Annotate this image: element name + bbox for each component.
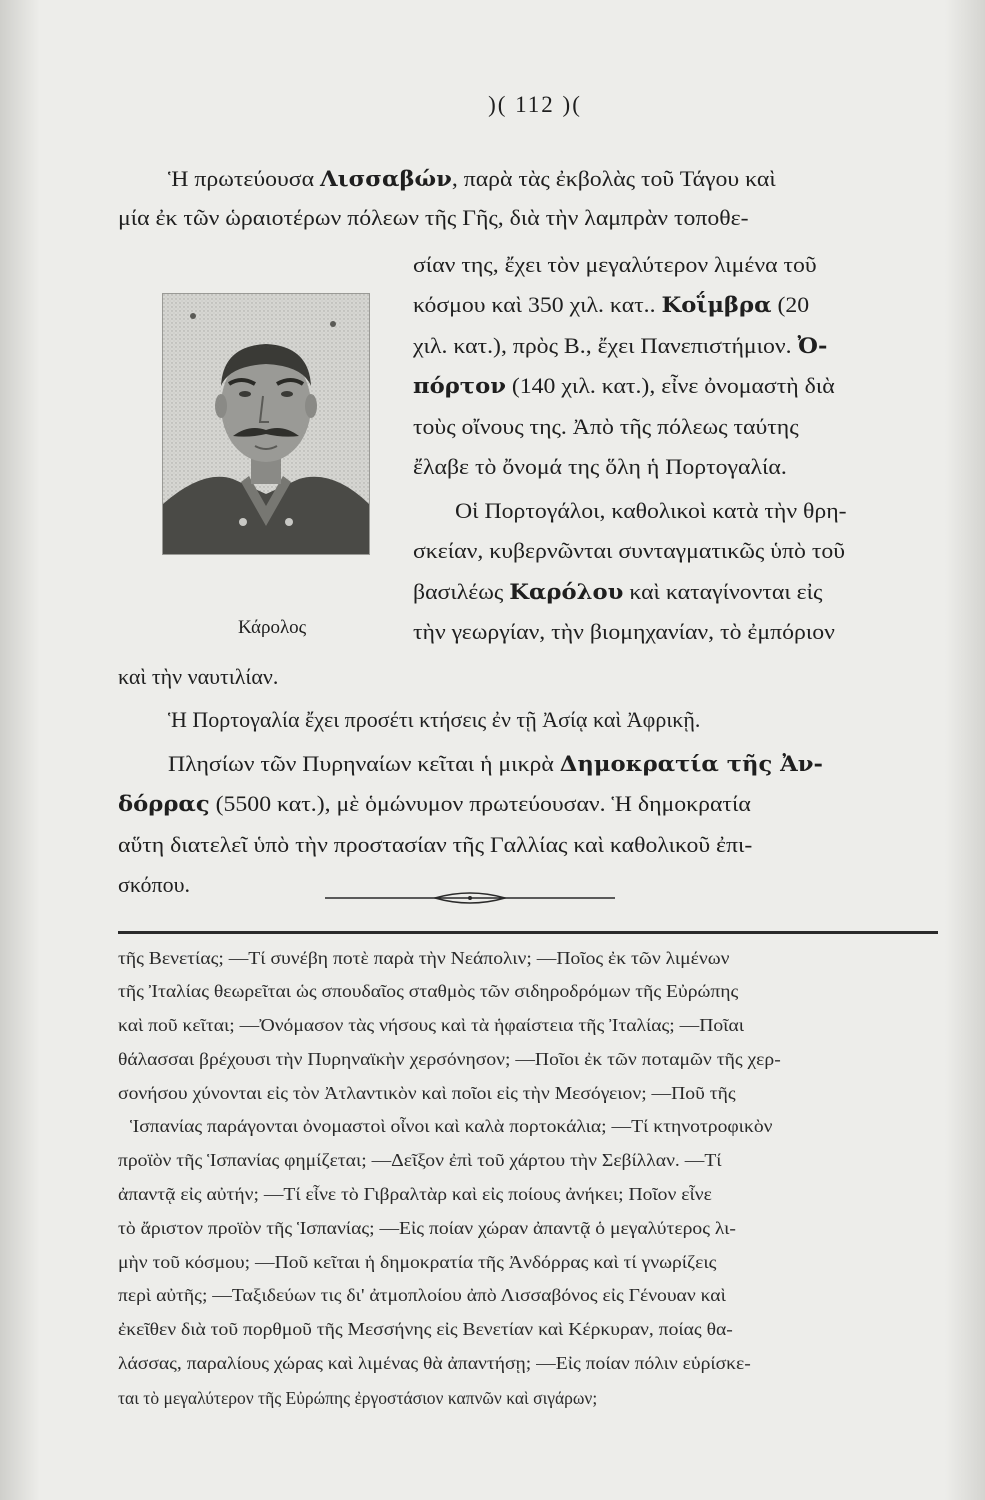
bold-place-name: Λισσαβών xyxy=(319,166,452,191)
footnote-line: τῆς Βενετίας; —Τί συνέβη ποτὲ παρὰ τὴν Νεάπολιν; —Ποῖος ἐκ τῶν λιμένων xyxy=(118,948,730,968)
main-text-line xyxy=(413,290,809,320)
portrait-caption: Κάρολος xyxy=(238,617,307,638)
left-page-shadow xyxy=(0,0,40,1500)
text-run: τὴν γεωργίαν, τὴν βιομηχανίαν, τὸ ἐμπόριον xyxy=(413,619,835,644)
footnote-line: προϊὸν τῆς Ἱσπανίας φημίζεται; —Δεῖξον ἐπὶ τοῦ χάρτου τὴν Σεβίλλαν. —Τί xyxy=(118,1150,722,1170)
text-run: (140 χιλ. κατ.), εἶνε ὀνομαστὴ διὰ xyxy=(505,373,835,398)
portrait-figure xyxy=(163,294,369,554)
text-run: σίαν της, ἔχει τὸν μεγαλύτερον λιμένα τοῦ xyxy=(413,252,817,277)
main-text-line xyxy=(168,749,823,779)
bold-place-name: Κοΐμβρα xyxy=(661,292,772,317)
footnote-line: λάσσας, παραλίους χώρας καὶ λιμένας θὰ ἀπαντήσῃ; —Εἰς ποίαν πόλιν εὑρίσκε- xyxy=(118,1353,751,1373)
main-text-line xyxy=(413,250,817,280)
main-text-line xyxy=(455,496,847,526)
main-text-line xyxy=(413,536,845,566)
main-text-line xyxy=(118,870,190,900)
text-run: αὕτη διατελεῖ ὑπὸ τὴν προστασίαν τῆς Γαλλίας καὶ καθολικοῦ ἐπι- xyxy=(118,832,753,857)
footnote-line: καὶ ποῦ κεῖται; —Ὀνόμασον τὰς νήσους καὶ τὰ ἡφαίστεια τῆς Ἰταλίας; —Ποῖαι xyxy=(118,1015,745,1035)
bold-place-name: Ὀ- xyxy=(797,333,828,358)
footnote-line: ἀπαντᾷ εἰς αὐτήν; —Τί εἶνε τὸ Γιβραλτὰρ καὶ εἰς ποίους ἀνήκει; Ποῖον εἶνε xyxy=(118,1184,712,1204)
bold-place-name: πόρτον xyxy=(413,373,506,398)
footnote-line: ἐκεῖθεν διὰ τοῦ πορθμοῦ τῆς Μεσσήνης εἰς Βενετίαν καὶ Κέρκυραν, ποίας θα- xyxy=(118,1319,733,1339)
portrait-engraving xyxy=(162,293,370,555)
text-run: ἔλαβε τὸ ὄνομά της ὅλη ἡ Πορτογαλία. xyxy=(413,454,787,479)
bold-place-name: δόρρας xyxy=(118,791,210,816)
bold-place-name: Δημοκρατία τῆς Ἀν- xyxy=(559,751,823,776)
text-run: Πλησίων τῶν Πυρηναίων κεῖται ἡ μικρὰ xyxy=(168,751,560,776)
main-text-line xyxy=(118,789,751,819)
text-run: , παρὰ τὰς ἐκβολὰς τοῦ Τάγου καὶ xyxy=(451,166,776,191)
text-run: μία ἐκ τῶν ὡραιοτέρων πόλεων τῆς Γῆς, διὰ τὴν λαμπρὰν τοποθε- xyxy=(118,205,749,230)
main-text-line xyxy=(413,371,835,401)
text-run: (5500 κατ.), μὲ ὁμώνυμον πρωτεύουσαν. Ἡ δημοκρατία xyxy=(209,791,751,816)
main-text-line xyxy=(118,203,749,233)
right-page-shadow xyxy=(945,0,985,1500)
footnote-line: ται τὸ μεγαλύτερον τῆς Εὐρώπης ἐργοστάσιον καπνῶν καὶ σιγάρων; xyxy=(118,1388,598,1408)
text-run: χιλ. κατ.), πρὸς Β., ἔχει Πανεπιστήμιον. xyxy=(413,333,798,358)
text-run: (20 xyxy=(771,292,810,317)
section-divider-ornament xyxy=(325,886,615,910)
main-text-line xyxy=(413,412,799,442)
main-text-line xyxy=(118,662,278,692)
main-text-line xyxy=(168,705,700,735)
footnote-divider-rule xyxy=(118,931,938,934)
footnote-line: σονήσου χύνονται εἰς τὸν Ἀτλαντικὸν καὶ ποῖοι εἰς τὴν Μεσόγειον; —Ποῦ τῆς xyxy=(118,1083,736,1103)
main-text-line xyxy=(118,830,752,860)
main-text-line xyxy=(413,617,835,647)
main-text-line xyxy=(413,452,787,482)
bold-place-name: Καρόλου xyxy=(509,579,624,604)
text-run: Ἡ Πορτογαλία ἔχει προσέτι κτήσεις ἐν τῇ Ἀσίᾳ καὶ Ἀφρικῇ. xyxy=(168,707,701,732)
text-run: Ἡ πρωτεύουσα xyxy=(168,166,320,191)
text-run: καὶ καταγίνονται εἰς xyxy=(623,579,823,604)
text-run: σκόπου. xyxy=(118,872,190,897)
footnote-line: μὴν τοῦ κόσμου; —Ποῦ κεῖται ἡ δημοκρατία τῆς Ἀνδόρρας καὶ τί γνωρίζεις xyxy=(118,1252,717,1272)
footnote-line: τὸ ἄριστον προϊὸν τῆς Ἱσπανίας; —Εἰς ποίαν χώραν ἀπαντᾷ ὁ μεγαλύτερος λι- xyxy=(118,1218,736,1238)
footnote-line: περὶ αὐτῆς; —Ταξιδεύων τις δι' ἀτμοπλοίου ἀπὸ Λισσαβόνος εἰς Γένουαν καὶ xyxy=(118,1285,726,1305)
page-number: )( 112 )( xyxy=(488,92,582,117)
footnote-line: τῆς Ἰταλίας θεωρεῖται ὡς σπουδαῖος σταθμὸς τῶν σιδηροδρόμων τῆς Εὐρώπης xyxy=(118,981,739,1001)
main-text-line xyxy=(413,577,822,607)
text-run: κόσμου καὶ 350 χιλ. κατ.. xyxy=(413,292,662,317)
footnote-line: Ἱσπανίας παράγονται ὀνομαστοὶ οἶνοι καὶ καλὰ πορτοκάλια; —Τί κτηνοτροφικὸν xyxy=(130,1116,773,1136)
main-text-line xyxy=(168,164,776,194)
text-run: Οἱ Πορτογάλοι, καθολικοὶ κατὰ τὴν θρη- xyxy=(455,498,847,523)
text-run: σκείαν, κυβερνῶνται συνταγματικῶς ὑπὸ τοῦ xyxy=(413,538,846,563)
text-run: βασιλέως xyxy=(413,579,510,604)
footnote-line: θάλασσαι βρέχουσι τὴν Πυρηναϊκὴν χερσόνησον; —Ποῖοι ἐκ τῶν ποταμῶν τῆς χερ- xyxy=(118,1049,781,1069)
text-run: καὶ τὴν ναυτιλίαν. xyxy=(118,664,279,689)
text-run: τοὺς οἴνους της. Ἀπὸ τῆς πόλεως ταύτης xyxy=(413,414,799,439)
main-text-line xyxy=(413,331,827,361)
